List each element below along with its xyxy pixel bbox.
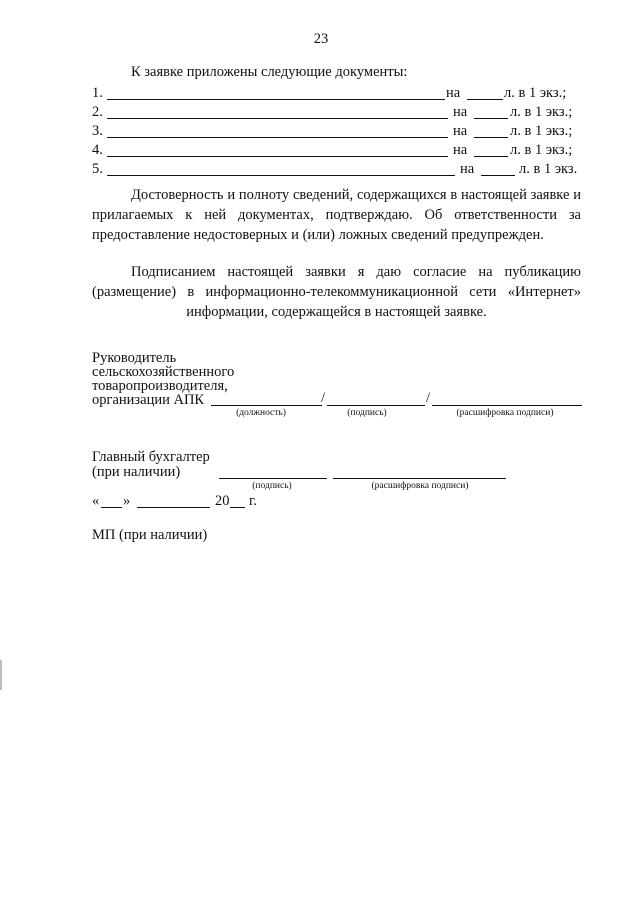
signature-line — [327, 405, 425, 406]
reliability-paragraph: Достоверность и полноту сведений, содержащихся в настоящей заявке и прилагаемых к ней документах, подтверждаю. Об ответственности за предоставление недостоверных и (или) ложных сведений предупрежден. — [92, 187, 581, 243]
position-caption: (должность) — [236, 408, 286, 418]
date-year-prefix: 20 — [215, 493, 230, 509]
attachment-na: на — [453, 142, 468, 158]
signature-decoding-line — [432, 405, 582, 406]
attachment-pages-line — [467, 99, 503, 100]
accountant-title-line: (при наличии) — [92, 464, 181, 480]
attachment-name-line — [107, 118, 448, 119]
attachment-pages-line — [474, 118, 508, 119]
attachment-name-line — [107, 175, 455, 176]
date-close-quote: » — [123, 493, 131, 509]
page-number: 23 — [313, 31, 329, 47]
accountant-signature-line — [219, 478, 327, 479]
signature-decoding-caption: (расшифровка подписи) — [456, 408, 554, 418]
accountant-decoding-line — [333, 478, 506, 479]
attachment-na: на — [453, 123, 468, 139]
attachment-name-line — [107, 156, 448, 157]
separator-slash: / — [321, 390, 326, 406]
scan-edge-mark — [0, 660, 2, 690]
separator-slash: / — [426, 390, 431, 406]
head-title-line: сельскохозяйственного — [92, 364, 235, 380]
attachments-heading: К заявке приложены следующие документы: — [131, 64, 408, 80]
head-title-line: Руководитель — [92, 350, 177, 366]
attachment-copies: л. в 1 экз.; — [510, 142, 573, 158]
position-line — [211, 405, 322, 406]
accountant-title-line: Главный бухгалтер — [92, 449, 210, 465]
attachment-na: на — [460, 161, 475, 177]
head-title-line: организации АПК — [92, 392, 205, 408]
attachment-pages-line — [474, 137, 508, 138]
accountant-decoding-caption: (расшифровка подписи) — [371, 481, 469, 491]
attachment-na: на — [446, 85, 461, 101]
attachment-number: 2. — [92, 104, 103, 120]
date-month-line — [137, 507, 210, 508]
attachment-number: 1. — [92, 85, 103, 101]
date-year-suffix: г. — [249, 493, 257, 509]
accountant-signature-caption: (подпись) — [252, 481, 292, 491]
date-day-line — [101, 507, 122, 508]
attachment-name-line — [107, 99, 445, 100]
date-open-quote: « — [92, 493, 100, 509]
attachment-name-line — [107, 137, 448, 138]
attachment-number: 3. — [92, 123, 103, 139]
attachment-copies: л. в 1 экз.; — [504, 85, 567, 101]
attachment-pages-line — [481, 175, 515, 176]
date-year-line — [230, 507, 245, 508]
head-title-line: товаропроизводителя, — [92, 378, 228, 394]
attachment-number: 4. — [92, 142, 103, 158]
signature-caption: (подпись) — [347, 408, 387, 418]
consent-paragraph: Подписанием настоящей заявки я даю согласие на публикацию (размещение) в информационно-телекоммуникационной сети «Интернет» информации, содержащейся в настоящей заявке. — [92, 264, 581, 320]
attachment-copies: л. в 1 экз. — [519, 161, 578, 177]
attachment-na: на — [453, 104, 468, 120]
attachment-copies: л. в 1 экз.; — [510, 104, 573, 120]
attachment-pages-line — [474, 156, 508, 157]
stamp-label: МП (при наличии) — [92, 527, 208, 543]
attachment-copies: л. в 1 экз.; — [510, 123, 573, 139]
attachment-number: 5. — [92, 161, 103, 177]
